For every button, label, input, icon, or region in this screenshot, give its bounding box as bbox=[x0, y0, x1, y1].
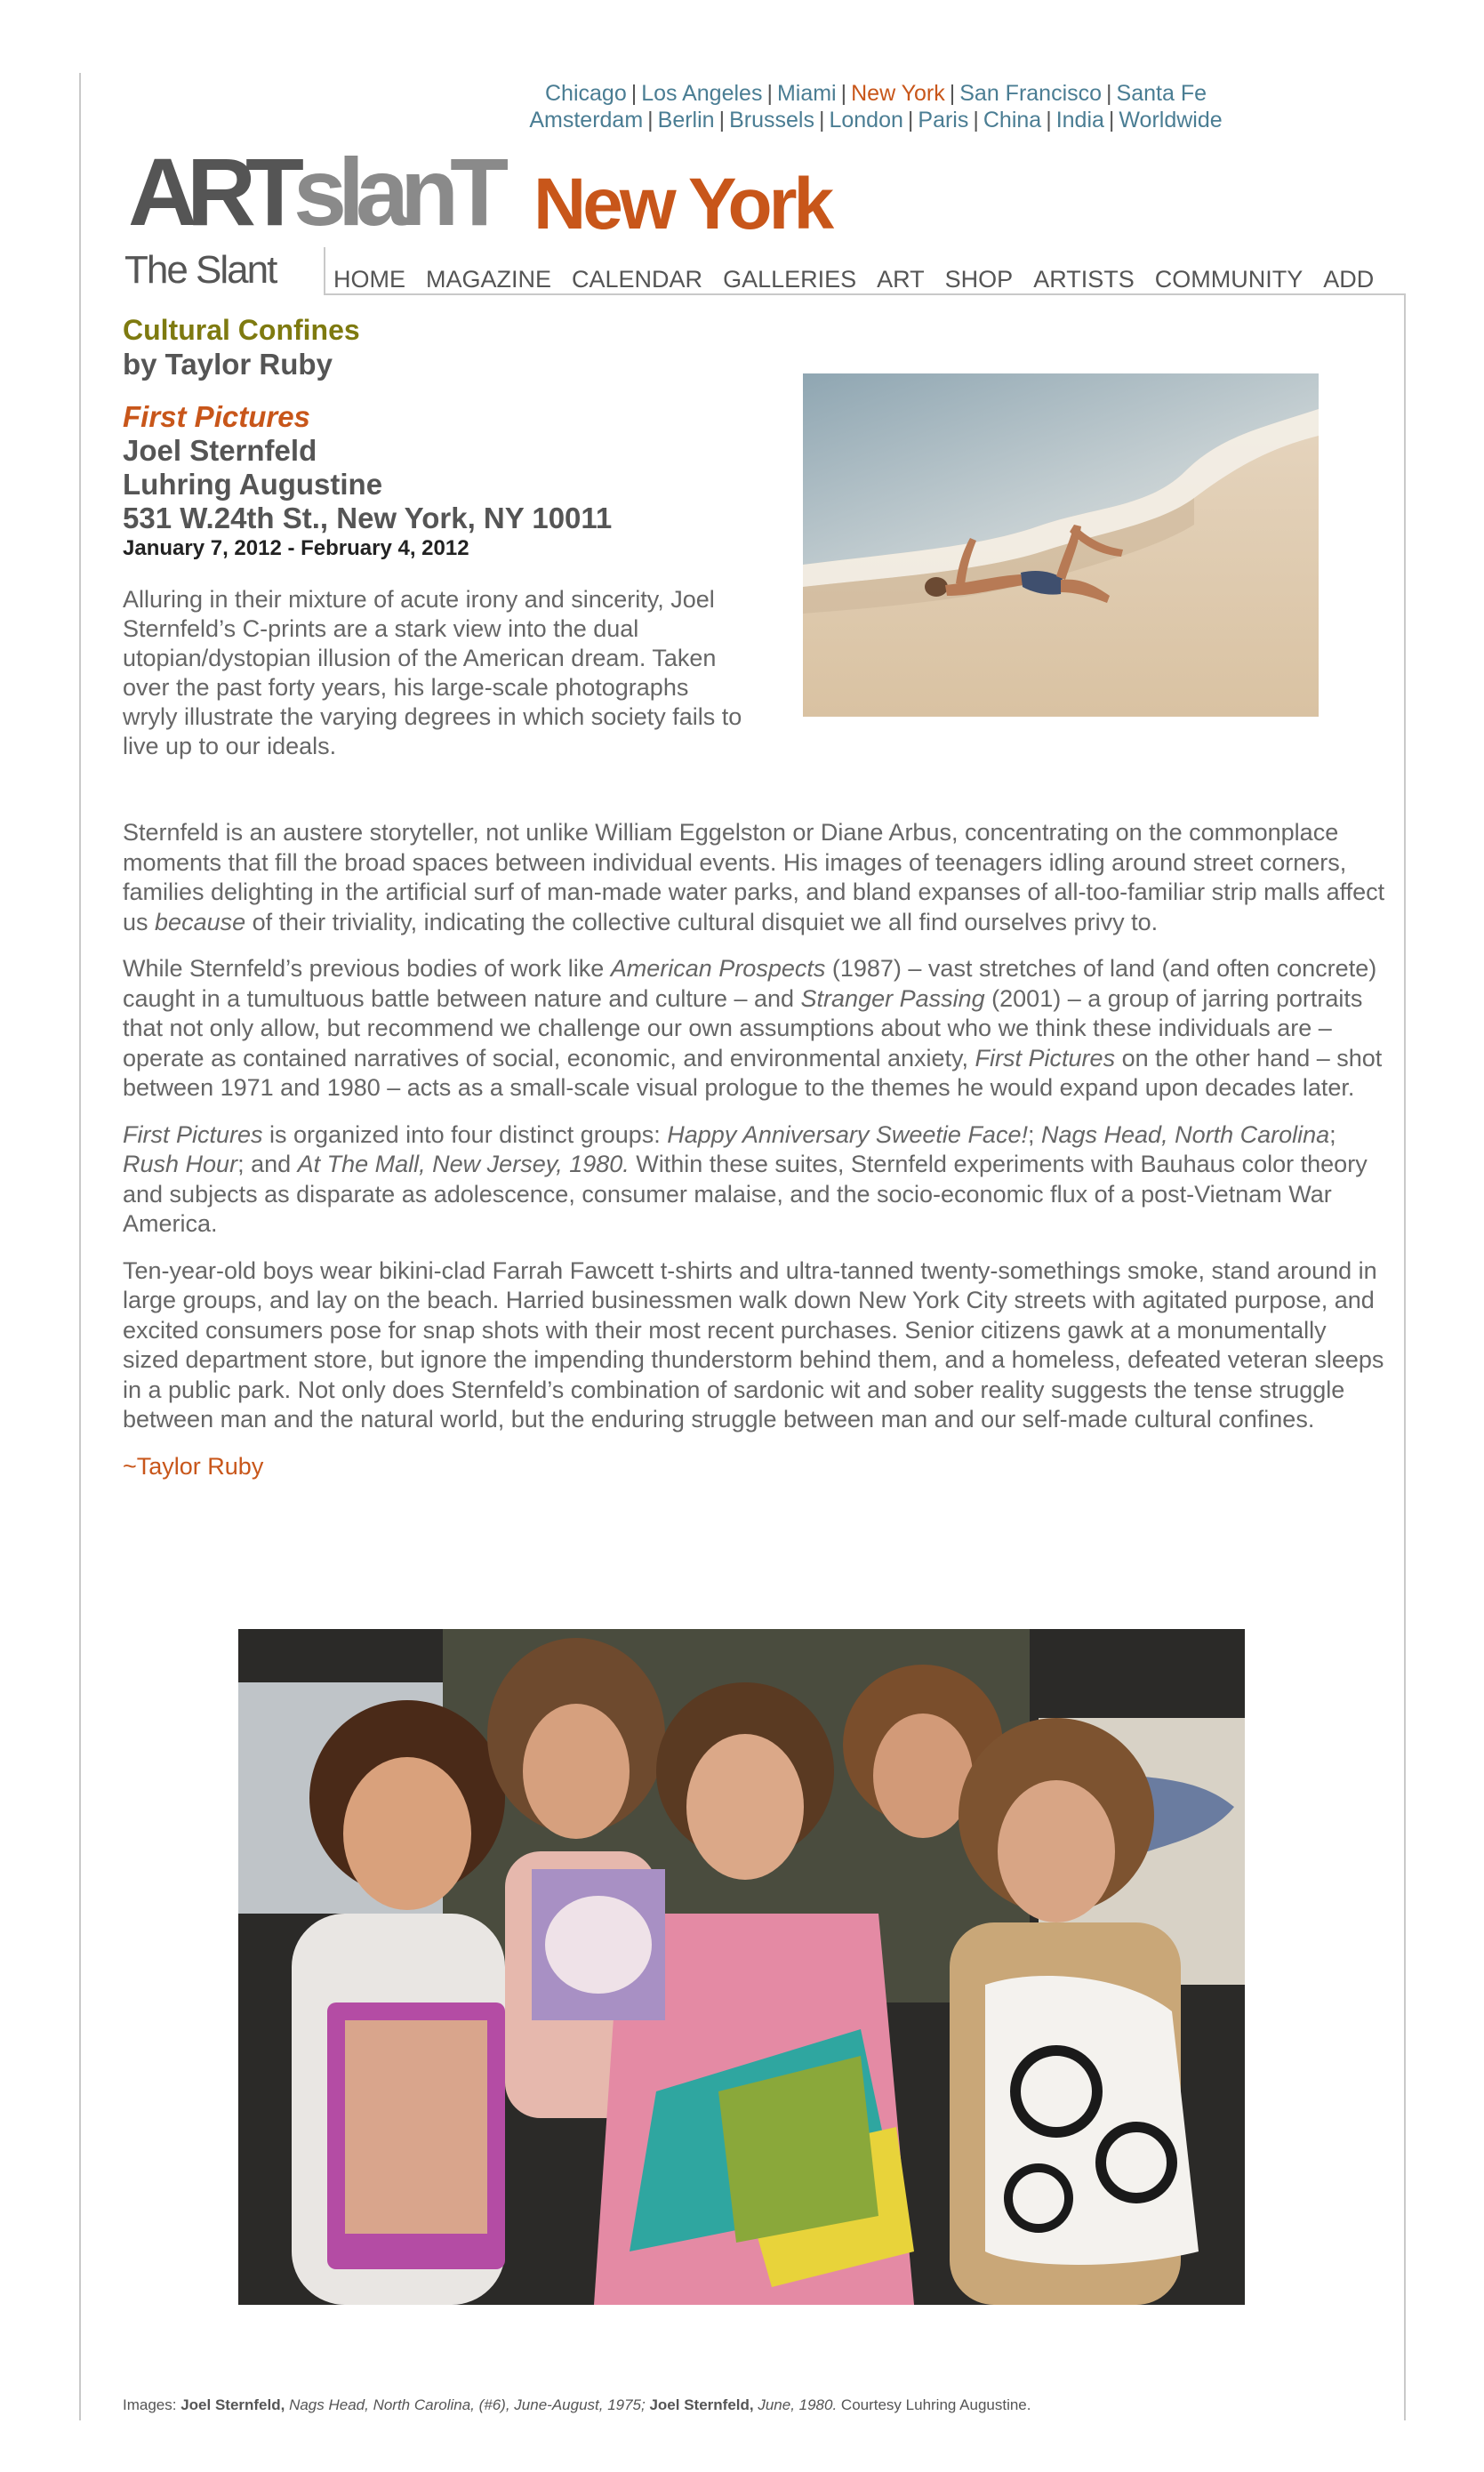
city-separator: | bbox=[630, 81, 638, 106]
image-caption bbox=[123, 2396, 1031, 2415]
beach-photo-graphic bbox=[803, 373, 1319, 717]
text-run: While Sternfeld’s previous bodies of work like bbox=[123, 955, 611, 982]
exhibition-gallery: Luhring Augustine bbox=[123, 468, 383, 501]
city-links bbox=[462, 80, 1289, 133]
text-run: ; bbox=[1329, 1120, 1336, 1148]
city-separator: | bbox=[718, 108, 726, 132]
text-run: Within these suites, Sternfeld experiments with Bauhaus color theory and subjects as disparate as adolescence, consumer malaise, and the socio-economic flux of a post-Vietnam War America. bbox=[123, 1151, 1368, 1237]
logo-art: ART bbox=[128, 138, 293, 245]
nav-home[interactable]: HOME bbox=[333, 266, 405, 293]
left-border bbox=[79, 73, 81, 2420]
city-link[interactable]: Worldwide bbox=[1119, 108, 1223, 132]
caption-run: Images: bbox=[123, 2396, 181, 2413]
city-link[interactable]: Santa Fe bbox=[1116, 81, 1207, 106]
right-border bbox=[1404, 293, 1406, 2420]
text-run: is organized into four distinct groups: bbox=[262, 1120, 668, 1148]
text-run-italic: First Pictures bbox=[123, 1120, 263, 1148]
paragraph bbox=[123, 818, 1385, 937]
author-signature: ~Taylor Ruby bbox=[123, 1452, 264, 1480]
caption-run-italic: June, 1980. bbox=[753, 2396, 838, 2413]
text-run: on the other hand – shot between 1971 and 1980 – acts as a small-scale visual prologue to the themes he would expand upon decades later. bbox=[123, 1044, 1383, 1101]
text-run: of their triviality, indicating the collective cultural disquiet we all find ourselves privy to. bbox=[245, 908, 1159, 935]
city-link[interactable]: San Francisco bbox=[959, 81, 1103, 106]
nav-artists[interactable]: ARTISTS bbox=[1033, 266, 1135, 293]
city-separator: | bbox=[766, 81, 773, 106]
nav-divider bbox=[324, 247, 325, 295]
city-link[interactable]: Brussels bbox=[729, 108, 814, 132]
section-label[interactable]: The Slant bbox=[124, 248, 277, 292]
text-run-italic: At The Mall, New Jersey, 1980. bbox=[297, 1151, 630, 1177]
city-separator: | bbox=[907, 108, 914, 132]
article-byline: by Taylor Ruby bbox=[123, 348, 333, 381]
artslant-logo[interactable] bbox=[128, 138, 501, 245]
group-photo-graphic bbox=[238, 1629, 1245, 2305]
city-link[interactable]: Amsterdam bbox=[529, 108, 644, 132]
exhibition-info bbox=[123, 400, 745, 562]
city-link[interactable]: London bbox=[829, 108, 903, 132]
caption-run-bold: Joel Sternfeld, bbox=[645, 2396, 754, 2413]
text-run: (1987) – vast stretches of land (and often concrete) caught in a tumultuous battle between nature and culture – and bbox=[123, 955, 1377, 1012]
text-run-italic: Stranger Passing bbox=[800, 984, 985, 1012]
nav-rule bbox=[324, 293, 1405, 295]
city-separator: | bbox=[973, 108, 979, 132]
text-run: Sternfeld is an austere storyteller, not unlike William Eggelston or Diane Arbus, concentrating on the commonplace moments that fill the broad spaces between individual events. His images of teenagers idling around street corners, families delighting in the artificial surf of man-made water parks, and bland expanses of all-too-familiar strip malls affect us bbox=[123, 819, 1385, 935]
text-run-italic: Happy Anniversary Sweetie Face! bbox=[667, 1120, 1028, 1148]
nav-community[interactable]: COMMUNITY bbox=[1154, 266, 1304, 293]
nav-add[interactable]: ADD bbox=[1323, 266, 1375, 293]
city-title: New York bbox=[533, 164, 831, 245]
nav-calendar[interactable]: CALENDAR bbox=[572, 266, 703, 293]
city-separator: | bbox=[1108, 108, 1115, 132]
caption-run-italic: Nags Head, North Carolina, (#6), June-August, 1975; bbox=[285, 2396, 646, 2413]
logo-slant: slanT bbox=[293, 138, 501, 245]
main-nav bbox=[333, 265, 1374, 293]
caption-run: Courtesy Luhring Augustine. bbox=[837, 2396, 1031, 2413]
exhibition-address: 531 W.24th St., New York, NY 10011 bbox=[123, 502, 613, 534]
text-run-italic: First Pictures bbox=[975, 1044, 1116, 1071]
city-link[interactable]: Chicago bbox=[545, 81, 627, 106]
text-run: ; and bbox=[237, 1151, 298, 1177]
paragraph: Ten-year-old boys wear bikini-clad Farrah Fawcett t-shirts and ultra-tanned twenty-somethings smoke, stand around in large groups, and lay on the beach. Harried businessmen walk down New York City streets with agitated purpose, and excited consumers pose for snap shots with their most recent purchases. Senior citizens gawk at a monumentally sized department store, but ignore the impending thunderstorm behind them, and a homeless, defeated veteran sleeps in a public park. Not only does Sternfeld’s combination of sardonic wit and sober reality suggests the tense struggle between man and the natural world, but the enduring struggle between man and our self-made cultural confines. bbox=[123, 1256, 1384, 1433]
city-link[interactable]: Berlin bbox=[657, 108, 715, 132]
city-link-active[interactable]: New York bbox=[851, 81, 945, 106]
paragraph bbox=[123, 954, 1385, 1104]
nav-galleries[interactable]: GALLERIES bbox=[723, 266, 857, 293]
city-separator: | bbox=[647, 108, 654, 132]
city-separator: | bbox=[840, 81, 847, 106]
city-link[interactable]: Paris bbox=[918, 108, 969, 132]
article-headline: Cultural Confines bbox=[123, 314, 360, 346]
article-body bbox=[123, 818, 1385, 1498]
city-row-2 bbox=[462, 107, 1289, 133]
text-run: ; bbox=[1027, 1120, 1041, 1148]
group-photo bbox=[238, 1629, 1245, 2305]
text-run-italic: because bbox=[155, 908, 246, 935]
text-run: (2001) – a group of jarring portraits that not only allow, but recommend we challenge our own assumptions about who we think these individuals are – operate as contained narratives of social, economic, and environmental anxiety, bbox=[123, 984, 1363, 1071]
city-link[interactable]: Miami bbox=[776, 81, 837, 106]
exhibition-dates: January 7, 2012 - February 4, 2012 bbox=[123, 536, 469, 560]
exhibition-title: First Pictures bbox=[123, 400, 310, 433]
text-run-italic: Nags Head, North Carolina bbox=[1040, 1120, 1330, 1148]
article-intro: Alluring in their mixture of acute irony and sincerity, Joel Sternfeld’s C-prints are a stark view into the dual utopian/dystopian illusion of the American dream. Taken over the past forty years, his large-scale photographs wryly illustrate the varying degrees in which society fails to live up to our ideals. bbox=[123, 586, 742, 759]
nav-art[interactable]: ART bbox=[877, 266, 925, 293]
paragraph bbox=[123, 1120, 1385, 1240]
nav-shop[interactable]: SHOP bbox=[944, 266, 1014, 293]
exhibition-artist: Joel Sternfeld bbox=[123, 434, 317, 467]
city-link[interactable]: Los Angeles bbox=[641, 81, 763, 106]
city-link[interactable]: China bbox=[983, 108, 1042, 132]
city-separator: | bbox=[949, 81, 956, 106]
city-separator: | bbox=[818, 108, 825, 132]
city-link[interactable]: India bbox=[1055, 108, 1104, 132]
city-row-1 bbox=[462, 80, 1289, 107]
city-separator: | bbox=[1046, 108, 1052, 132]
text-run-italic: Rush Hour bbox=[123, 1151, 238, 1177]
beach-photo bbox=[803, 373, 1319, 717]
text-run-italic: American Prospects bbox=[610, 955, 826, 982]
caption-run-bold: Joel Sternfeld, bbox=[180, 2396, 285, 2413]
city-separator: | bbox=[1106, 81, 1112, 106]
nav-magazine[interactable]: MAGAZINE bbox=[426, 266, 552, 293]
